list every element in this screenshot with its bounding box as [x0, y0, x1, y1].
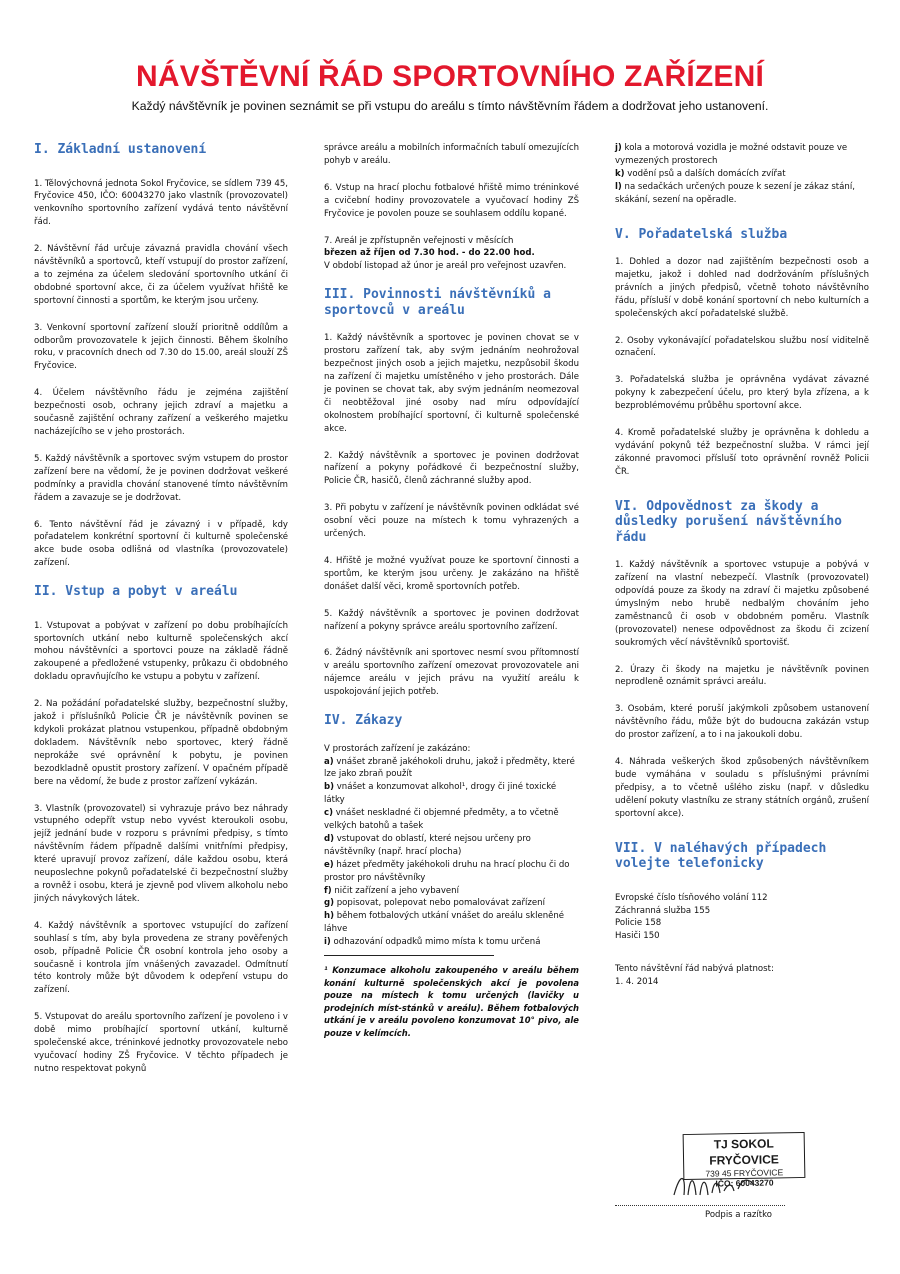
section-1-heading: I. Základní ustanovení	[34, 142, 207, 157]
s3-paragraph: 4. Hřiště je možné využívat pouze ke sportovní činnosti a sportům, ke kterým jsou určeny. Je zakázáno na hřiště donášet další věci, kromě sportovních potřeb.	[324, 555, 579, 592]
s6-paragraph: 3. Osobám, které poruší jakýmkoli způsobem ustanovení návštěvního řádu, může být do budoucna zakázán vstup do prostor zařízení, a to i na jakoukoli dobu.	[615, 704, 869, 741]
prohibition-item	[615, 181, 869, 207]
section-7-heading: VII. V naléhavých případech volejte telefonicky	[615, 840, 827, 872]
prohibition-letter: d)	[324, 833, 335, 844]
section-5-heading: V. Pořadatelská služba	[615, 226, 788, 242]
prohibition-item	[324, 885, 579, 898]
emergency-line: Hasiči 150	[615, 931, 660, 942]
prohibition-item	[324, 781, 579, 807]
s2-paragraph: 7. Areál je zpřístupněn veřejnosti v měsících	[324, 235, 514, 246]
document-subtitle: Každý návštěvník je povinen seznámit se při vstupu do areálu s tímto návštěvním řádem a dodržovat jeho ustanovení.	[131, 99, 769, 113]
column-1	[34, 142, 288, 1076]
prohibition-item	[324, 833, 579, 859]
emergency-line: Záchranná služba 155	[615, 905, 711, 916]
emergency-line: Policie 158	[615, 918, 662, 929]
emergency-line: Evropské číslo tísňového volání 112	[615, 892, 768, 903]
prohibition-item	[324, 859, 579, 885]
prohibitions-intro: V prostorách zařízení je zakázáno:	[324, 743, 471, 754]
prohibitions-list	[324, 756, 579, 950]
prohibition-item	[324, 936, 579, 949]
footnote-divider	[324, 955, 494, 956]
s2-paragraph: 6. Vstup na hrací plochu fotbalové hřiště mimo tréninkové a cvičební hodiny provozovatele a vyučovací hodiny ZŠ Fryčovice je povolen pouze se souhlasem oddílu kopané.	[324, 182, 579, 219]
prohibition-letter: h)	[324, 911, 334, 922]
s6-paragraph: 2. Úrazy či škody na majetku je návštěvník povinen neprodleně oznámit správci areálu.	[615, 664, 869, 688]
s2-paragraph: 4. Každý návštěvník a sportovec vstupující do zařízení souhlasí s tím, aby byla provedena ze strany pověřených osob, případně Policie ČR osobní kontrola jeho osoby a současně i kontrola jím vnášených zavazadel. Odmítnutí této kontroly může být důvodem k odepření vstupu do zařízení.	[34, 920, 288, 996]
stamp-line-1: TJ SOKOL FRYČOVICE	[709, 1136, 779, 1168]
footnote: ¹ Konzumace alkoholu zakoupeného v areálu během konání kulturně společenských akcí je povolena pouze na místech k tomu určených (lavičky u prodejních míst-stánků v areálu). Během fotbalových utkání je v areálu povoleno konzumovat 10° pivo, ale pouze v kelímcích.	[324, 965, 579, 1039]
s3-paragraph: 1. Každý návštěvník a sportovec je povinen chovat se v prostoru zařízení tak, aby svým jednáním neohrožoval bezpečnost jiných osob a jejich majetku, nezpůsobil škodu na zařízení či majetku umístěného v jeho prostorách. Dále je povinen se chovat tak, aby svým jednáním neomezoval či neobtěžoval jiné osoby nad míru odpovídající okolnostem probíhající sportovní, či kulturně společenské akce.	[324, 333, 579, 434]
section-3-heading: III. Povinnosti návštěvníků a sportovců v areálu	[324, 287, 551, 318]
s2-paragraph: V období listopad až únor je areál pro veřejnost uzavřen.	[324, 261, 567, 272]
handwritten-signature	[670, 1165, 780, 1205]
prohibition-letter: l)	[615, 181, 622, 192]
s3-paragraph: 3. Při pobytu v zařízení je návštěvník povinen odkládat své osobní věci pouze na místech k tomu vyhrazených a určených.	[324, 503, 579, 540]
s5-paragraph: 3. Pořadatelská služba je oprávněna vydávat závazné pokyny k zabezpečení účelu, pro který byla zřízena, a k bezproblémovému průběhu sportovní akce.	[615, 375, 869, 412]
s2-paragraph: 2. Na požádání pořadatelské služby, bezpečnostní služby, jakož i příslušníků Policie ČR je návštěvník povinen se kdykoli prokázat platnou vstupenkou, případně obdobným dokladem. Návštěvník nebo sportovec, který řádně neprokáže své oprávnění k pobytu, je povinen bezodkladně opustit prostory zařízení. V opačném případě bere na vědomí, že bude z prostor zařízení vykázán.	[34, 699, 288, 787]
column-3	[615, 142, 869, 989]
validity-text: Tento návštěvní řád nabývá platnost:	[615, 964, 774, 975]
prohibition-letter: g)	[324, 898, 335, 909]
prohibition-letter: a)	[324, 756, 334, 767]
prohibition-text: kola a motorová vozidla je možné odstavit pouze ve vymezených prostorech	[615, 143, 848, 166]
s1-paragraph: 5. Každý návštěvník a sportovec svým vstupem do prostor zařízení bere na vědomí, že je povinen dodržovat veškeré podmínky a pravidla chování stanovené tímto návštěvním řádem a zavazuje se je dodržovat.	[34, 453, 288, 503]
prohibition-text: popisovat, polepovat nebo pomalovávat zařízení	[334, 898, 545, 909]
s5-paragraph: 2. Osoby vykonávající pořadatelskou službu nosí viditelně označení.	[615, 335, 869, 359]
prohibition-text: vnášet a konzumovat alkohol¹, drogy či jiné toxické látky	[324, 782, 557, 806]
s2-paragraph: 5. Vstupovat do areálu sportovního zařízení je povoleno i v době mimo probíhající sportovní utkání, kulturně společenské akce, tréninkové jednotky provozovatele nebo vyučovací hodiny ZŠ Fryčovice. V těchto případech je nutno respektovat pokynů	[34, 1012, 288, 1074]
prohibition-letter: c)	[324, 808, 333, 819]
prohibition-item	[324, 897, 579, 910]
prohibition-letter: k)	[615, 168, 625, 179]
s6-paragraph: 1. Každý návštěvník a sportovec vstupuje a pobývá v zařízení na vlastní nebezpečí. Vlastník (provozovatel) odpovídá pouze za škody na zdraví či majetku způsobené úmyslným nebo hrubě nedbalým chováním jeho zaměstnanců či osob v obdobném poměru. Vlastník (provozovatel) nenese odpovědnost za škodu či zcizení soukromých věcí návštěvníků sportovišť.	[615, 560, 869, 648]
s3-paragraph: 2. Každý návštěvník a sportovec je povinen dodržovat nařízení a pokyny pořádkové či bezpečnostní služby, Policie ČR, hasičů, členů záchranné služby apod.	[324, 450, 579, 487]
s5-paragraph: 1. Dohled a dozor nad zajištěním bezpečnosti osob a majetku, jakož i dohled nad dodržováním příslušných právních a jiných předpisů, včetně tohoto návštěvního řádu, přísluší v době konání sportovní ch nebo kulturních a společenských akcí pořadatelské službě.	[615, 257, 869, 319]
s2-paragraph: 3. Vlastník (provozovatel) si vyhrazuje právo bez náhrady vstupného odepřít vstup nebo vyvést kteroukoli osobu, jejíž jednání bude v rozporu s právními předpisy, s tímto návštěvním řádem případně dalšími vnitřními předpisy, které upravují provoz zařízení, dále každou osobu, která neuposlechne pokynů pořadatelské či bezpečnostní služby a rovněž i osobu, která je zjevně pod vlivem alkoholu nebo jiných návykových látek.	[34, 803, 288, 904]
prohibition-text: vstupovat do oblastí, které nejsou určeny pro návštěvníky (např. hrací plocha)	[324, 833, 531, 857]
prohibition-letter: b)	[324, 782, 335, 793]
prohibition-text: během fotbalových utkání vnášet do areálu skleněné láhve	[324, 911, 565, 935]
s2-paragraph: 1. Vstupovat a pobývat v zařízení po dobu probíhajících sportovních utkání nebo kulturně společenských akcí mohou návštěvníci a sportovci pouze na základě řádně zakoupené a předložené vstupenky, průkazu či obdobného dokladu opravňujícího ke vstupu a pobytu v zařízení.	[34, 620, 288, 683]
prohibition-letter: f)	[324, 885, 332, 896]
opening-hours: březen až říjen od 7.30 hod. - do 22.00 hod.	[324, 248, 535, 259]
column-2	[324, 142, 579, 1040]
prohibition-item	[324, 910, 579, 936]
prohibition-letter: j)	[615, 143, 622, 153]
s6-paragraph: 4. Náhrada veškerých škod způsobených návštěvníkem bude vymáhána v souladu s příslušnými právními předpisy, a to včetně ušlého zisku (např. v důsledku udělení pokuty vlastníku ze strany státních orgánů, zrušení sportovní akce).	[615, 757, 869, 819]
prohibition-text: vnášet neskladné či objemné předměty, a to včetně velkých batohů a tašek	[324, 808, 559, 832]
prohibition-item	[615, 142, 869, 168]
prohibition-text: vodění psů a dalších domácích zvířat	[624, 168, 786, 179]
prohibition-text: odhazování odpadků mimo místa k tomu určená	[330, 937, 541, 948]
s2-paragraph-continued: správce areálu a mobilních informačních tabulí omezujících pohyb v areálu.	[324, 143, 579, 166]
prohibition-item	[324, 756, 579, 782]
s1-paragraph: 2. Návštěvní řád určuje závazná pravidla chování všech návštěvníků a sportovců, kteří vstupují do prostor zařízení, a to zejména za účelem sledování sportovního utkání či obdobné sportovní akce, či za účelem využívat hřiště ke sportovní činnosti a sportům, ke kterým jsou určeny.	[34, 244, 288, 306]
prohibition-text: na sedačkách určených pouze k sezení je zákaz stání, skákání, sezení na opěradle.	[615, 181, 855, 205]
stamp-line-3: IČO: 60043270	[715, 1177, 774, 1189]
signature-line	[615, 1205, 785, 1206]
prohibitions-list-continued	[615, 142, 869, 207]
stamp-line-2: 739 45 FRYČOVICE	[705, 1167, 784, 1179]
s1-paragraph: 1. Tělovýchovná jednota Sokol Fryčovice, se sídlem 739 45, Fryčovice 450, IČO: 60043270 jako vlastník (provozovatel) venkovního sportovního zařízení vydává tento návštěvní řád.	[34, 178, 288, 228]
s3-paragraph: 6. Žádný návštěvník ani sportovec nesmí svou přítomností v areálu sportovního zařízení omezovat provozovatele ani nájemce areálu v jejich právu na využití areálu k uspokojování jejich potřeb.	[324, 648, 579, 698]
prohibition-item	[615, 168, 869, 181]
signature-label: Podpis a razítko	[705, 1210, 772, 1220]
section-4-heading: IV. Zákazy	[324, 713, 403, 729]
section-2-heading: II. Vstup a pobyt v areálu	[34, 584, 238, 600]
prohibition-letter: e)	[324, 859, 334, 870]
document-title: NÁVŠTĚVNÍ ŘÁD SPORTOVNÍHO ZAŘÍZENÍ	[136, 60, 764, 93]
validity-date: 1. 4. 2014	[615, 977, 659, 988]
s1-paragraph: 6. Tento návštěvní řád je závazný i v případě, kdy pořadatelem konkrétní sportovní či kulturně společenské akce bude osoba odlišná od vlastníka (provozovatele) zařízení.	[34, 519, 288, 569]
s1-paragraph: 4. Účelem návštěvního řádu je zejména zajištění bezpečnosti osob, ochrany jejich zdraví a majetku a současně zajištění ochrany zařízení a veškerého majetku nacházejícího se v jeho prostorách.	[34, 388, 288, 437]
s1-paragraph: 3. Venkovní sportovní zařízení slouží prioritně oddílům a odborům provozovatele k jejich činnosti. Během školního roku, v pracovních dnech od 7.30 do 15.00, areál slouží ZŠ Fryčovice.	[34, 322, 288, 372]
prohibition-item	[324, 807, 579, 833]
s5-paragraph: 4. Kromě pořadatelské služby je oprávněna k dohledu a vydávání pokynů též bezpečnostní služba. V rámci její zákonné pravomoci přísluší toto oprávnění rovněž Policii ČR.	[615, 428, 869, 477]
prohibition-letter: i)	[324, 937, 331, 948]
prohibition-text: ničit zařízení a jeho vybavení	[331, 885, 459, 896]
prohibition-text: házet předměty jakéhokoli druhu na hrací plochu či do prostor pro návštěvníky	[324, 859, 570, 883]
prohibition-text: vnášet zbraně jakéhokoli druhu, jakož i předměty, které lze jako zbraň použít	[324, 756, 575, 780]
s3-paragraph: 5. Každý návštěvník a sportovec je povinen dodržovat nařízení a pokyny správce areálu sportovního zařízení.	[324, 608, 579, 632]
section-6-heading: VI. Odpovědnost za škody a důsledky porušení návštěvního řádu	[615, 498, 842, 545]
